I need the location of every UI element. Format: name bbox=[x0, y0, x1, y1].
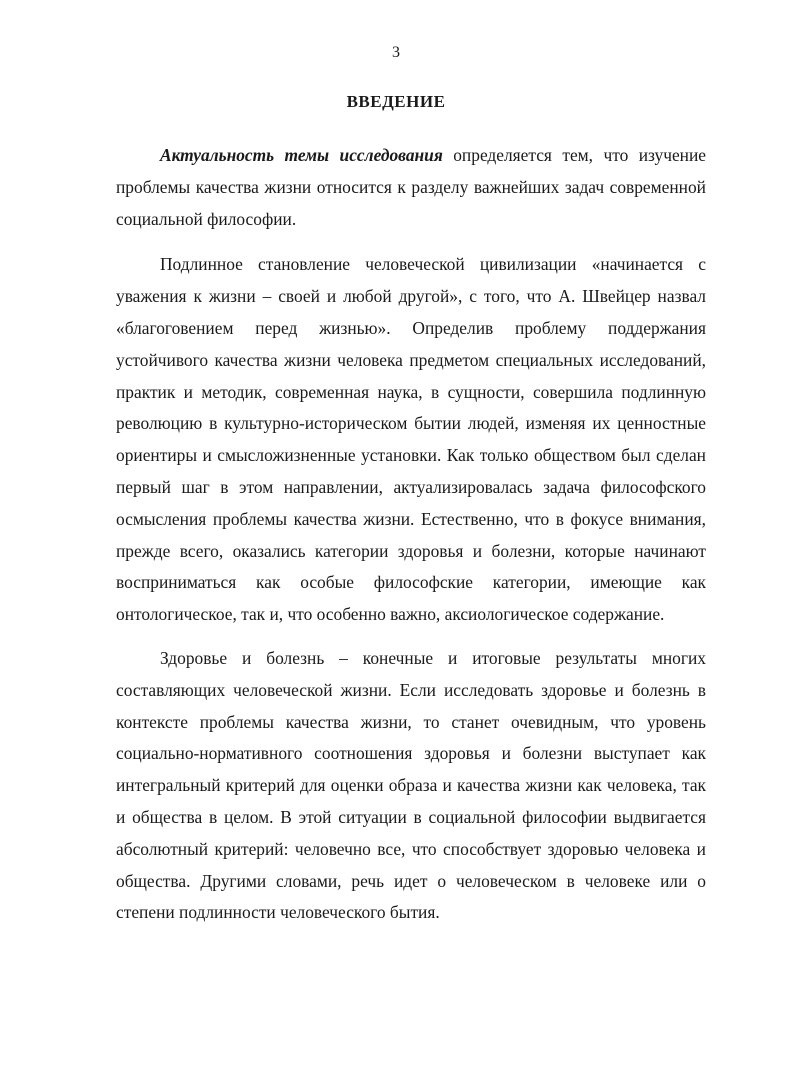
page-number: 3 bbox=[392, 44, 400, 61]
paragraph-2: Подлинное становление человеческой цивилизации «начинается с уважения к жизни – своей и любой другой», с того, что А. Швейцер назвал «благоговением перед жизнью». Определив проблему поддержания устойчивого качества жизни человека предметом специальных исследований, практик и методик, современная наука, в сущности, совершила подлинную революцию в культурно-историческом бытии людей, изменяя их ценностные ориентиры и смысложизненные установки. Как только обществом был сделан первый шаг в этом направлении, актуализировалась задача философского осмысления проблемы качества жизни. Естественно, что в фокусе внимания, прежде всего, оказались категории здоровья и болезни, которые начинают восприниматься как особые философские категории, имеющие как онтологическое, так и, что особенно важно, аксиологическое содержание. bbox=[116, 254, 706, 625]
paragraph-1-lead: Актуальность темы исследования bbox=[160, 145, 443, 165]
paragraph-3: Здоровье и болезнь – конечные и итоговые результаты многих составляющих человеческой жизни. Если исследовать здоровье и болезнь в контексте проблемы качества жизни, то станет очевидным, что уровень социально-нормативного соотношения здоровья и болезни выступает как интегральный критерий для оценки образа и качества жизни как человека, так и общества в целом. В этой ситуации в социальной философии выдвигается абсолютный критерий: человечно все, что способствует здоровью человека и общества. Другими словами, речь идет о человеческом в человеке или о степени подлинности человеческого бытия. bbox=[116, 647, 706, 923]
paragraph-1-text: определяется тем, что изучение проблемы качества жизни относится к разделу важнейших задач современной социальной философии. bbox=[116, 145, 706, 229]
document-body bbox=[116, 140, 706, 929]
paragraph-1 bbox=[116, 140, 706, 235]
section-heading: ВВЕДЕНИЕ bbox=[346, 92, 446, 111]
